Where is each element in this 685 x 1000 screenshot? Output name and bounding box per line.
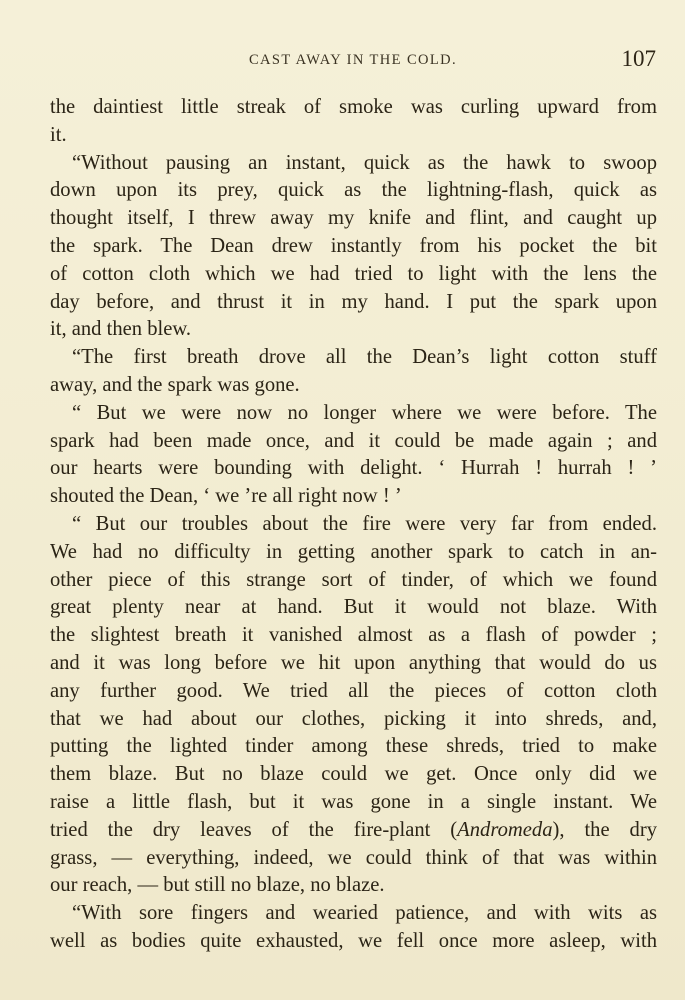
running-head bbox=[50, 46, 656, 76]
text-line: and it was long before we hit upon anything that would do us bbox=[50, 651, 657, 674]
page-number: 107 bbox=[621, 46, 656, 71]
text-line: raise a little flash, but it was gone in a single instant. We bbox=[50, 790, 657, 813]
text-line: “Without pausing an instant, quick as the hawk to swoop bbox=[72, 151, 657, 174]
text-line: “The first breath drove all the Dean’s light cotton stuff bbox=[72, 346, 657, 369]
text-line: shouted the Dean, ‘ we ’re all right now ! ’ bbox=[50, 485, 402, 508]
text-line: that we had about our clothes, picking it into shreds, and, bbox=[50, 707, 657, 730]
text-line: putting the lighted tinder among these shreds, tried to make bbox=[50, 735, 657, 758]
italic-term: Andromeda bbox=[457, 818, 553, 841]
text-line: it, and then blew. bbox=[50, 318, 192, 341]
text-line: them blaze. But no blaze could we get. Once only did we bbox=[50, 763, 657, 786]
text-line: great plenty near at hand. But it would not blaze. With bbox=[50, 596, 657, 619]
text-line: We had no difficulty in getting another spark to catch in an- bbox=[50, 540, 657, 563]
text-line: of cotton cloth which we had tried to light with the lens the bbox=[50, 262, 657, 285]
text-line: grass, — everything, indeed, we could think of that was within bbox=[50, 846, 657, 869]
text-line: our hearts were bounding with delight. ‘ Hurrah ! hurrah ! ’ bbox=[50, 457, 657, 480]
text-segment: ), the dry bbox=[552, 818, 657, 841]
text-line: spark had been made once, and it could be made again ; and bbox=[50, 429, 657, 452]
body-text bbox=[50, 94, 657, 956]
text-line: the slightest breath it vanished almost as a flash of powder ; bbox=[50, 624, 657, 647]
text-line: day before, and thrust it in my hand. I put the spark upon bbox=[50, 290, 657, 313]
text-line: away, and the spark was gone. bbox=[50, 373, 300, 396]
text-line bbox=[50, 817, 657, 845]
text-line: down upon its prey, quick as the lightning-flash, quick as bbox=[50, 179, 657, 202]
text-line: well as bodies quite exhausted, we fell once more asleep, with bbox=[50, 929, 657, 952]
text-segment: tried the dry leaves of the fire-plant ( bbox=[50, 818, 458, 841]
text-line: the daintiest little streak of smoke was curling upward from bbox=[50, 96, 657, 118]
running-title: CAST AWAY IN THE COLD. bbox=[248, 52, 458, 68]
text-line: thought itself, I threw away my knife and flint, and caught up bbox=[50, 207, 657, 230]
text-line: “ But we were now no longer where we were before. The bbox=[72, 401, 657, 424]
text-line: the spark. The Dean drew instantly from his pocket the bit bbox=[50, 234, 657, 257]
text-line: “ But our troubles about the fire were very far from ended. bbox=[72, 512, 657, 535]
text-line: it. bbox=[50, 123, 67, 146]
text-line: other piece of this strange sort of tinder, of which we found bbox=[50, 568, 657, 591]
text-line: “With sore fingers and wearied patience, and with wits as bbox=[72, 902, 657, 925]
text-line: any further good. We tried all the pieces of cotton cloth bbox=[50, 679, 657, 702]
text-line: our reach, — but still no blaze, no blaze. bbox=[50, 874, 385, 897]
